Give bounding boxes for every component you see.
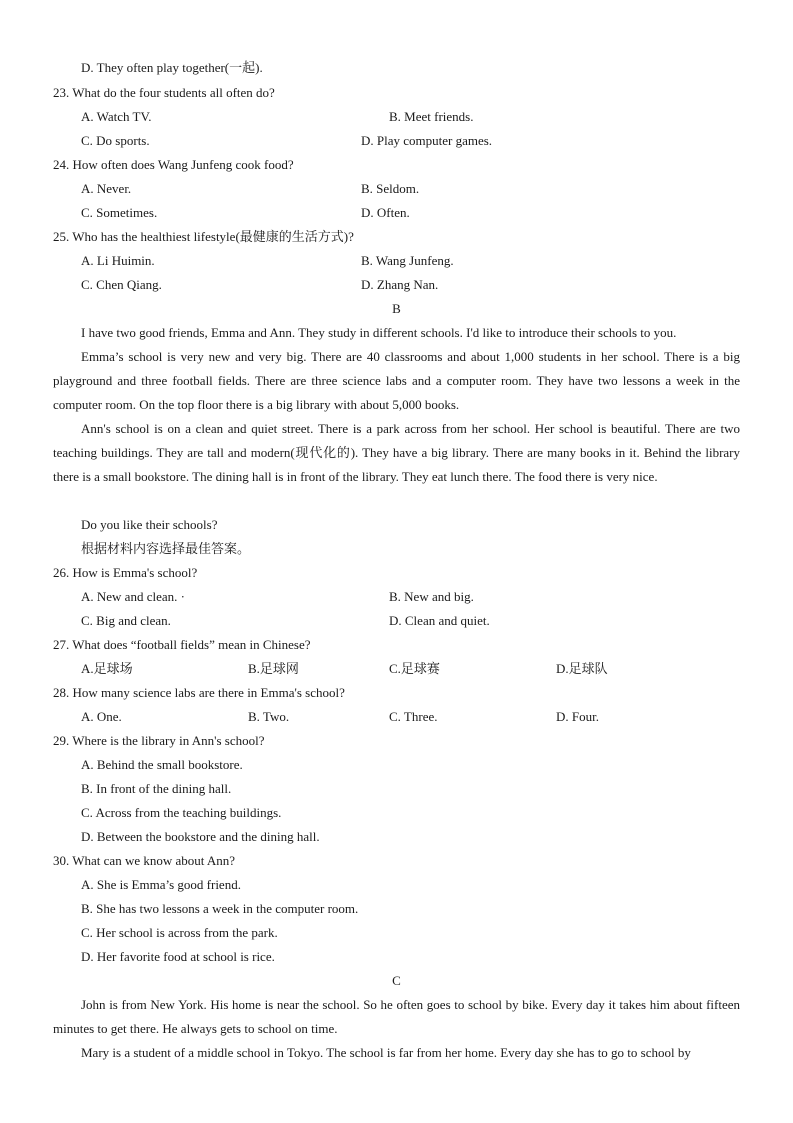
q23-option-c: C. Do sports. bbox=[81, 133, 150, 148]
q28-option-a: A. One. bbox=[81, 709, 122, 724]
q27-option-a: A.足球场 bbox=[81, 661, 133, 676]
q28-option-d: D. Four. bbox=[556, 709, 599, 724]
q27-option-d: D.足球队 bbox=[556, 661, 608, 676]
q25-option-b: B. Wang Junfeng. bbox=[361, 253, 454, 268]
q26-option-d: D. Clean and quiet. bbox=[389, 613, 490, 628]
passage-b-paragraph-4: Do you like their schools? bbox=[81, 517, 218, 532]
q26-option-c: C. Big and clean. bbox=[81, 613, 171, 628]
q25-stem: 25. Who has the healthiest lifestyle(最健康的生活方式)? bbox=[53, 229, 354, 244]
q30-option-d: D. Her favorite food at school is rice. bbox=[81, 949, 275, 964]
q24-option-a: A. Never. bbox=[81, 181, 132, 196]
q30-option-c: C. Her school is across from the park. bbox=[81, 925, 278, 940]
q25-option-d: D. Zhang Nan. bbox=[361, 277, 439, 292]
q25-option-a: A. Li Huimin. bbox=[81, 253, 155, 268]
q30-stem: 30. What can we know about Ann? bbox=[53, 853, 236, 868]
q29-option-a: A. Behind the small bookstore. bbox=[81, 757, 243, 772]
q29-option-d: D. Between the bookstore and the dining hall. bbox=[81, 829, 320, 844]
passage-b-paragraph-2: Emma’s school is very new and very big. There are 40 classrooms and about 1,000 students in her school. There is a big playground and three football fields. There are three science labs and a computer room. They have two lessons a week in the computer room. On the top floor there is a big library with about 5,000 books. bbox=[53, 349, 740, 412]
q24-option-b: B. Seldom. bbox=[361, 181, 420, 196]
q23-option-d: D. Play computer games. bbox=[361, 133, 493, 148]
q23-stem: 23. What do the four students all often do? bbox=[53, 85, 275, 100]
q25-option-c: C. Chen Qiang. bbox=[81, 277, 162, 292]
q29-stem: 29. Where is the library in Ann's school? bbox=[53, 733, 265, 748]
q23-option-a: A. Watch TV. bbox=[81, 109, 152, 124]
passage-c-paragraph-2: Mary is a student of a middle school in Tokyo. The school is far from her home. Every day she has to go to school by bbox=[81, 1045, 691, 1060]
q24-option-c: C. Sometimes. bbox=[81, 205, 158, 220]
q26-option-b: B. New and big. bbox=[389, 589, 474, 604]
q26-option-a: A. New and clean. · bbox=[81, 589, 185, 604]
q27-option-b: B.足球网 bbox=[248, 661, 299, 676]
passage-b-paragraph-3: Ann's school is on a clean and quiet street. There is a park across from her school. Her school is beautiful. There are two teaching buildings. They are tall and modern(现代化的). They have a big library. There are many books in it. Behind the library there is a small bookstore. The dining hall is in front of the library. They eat lunch there. The food there is very nice. bbox=[53, 421, 740, 484]
section-b-heading: B bbox=[392, 301, 401, 316]
q28-option-b: B. Two. bbox=[248, 709, 290, 724]
q27-stem: 27. What does “football fields” mean in Chinese? bbox=[53, 637, 311, 652]
q28-option-c: C. Three. bbox=[389, 709, 438, 724]
q30-option-b: B. She has two lessons a week in the computer room. bbox=[81, 901, 359, 916]
passage-b-paragraph-1: I have two good friends, Emma and Ann. They study in different schools. I'd like to introduce their schools to you. bbox=[81, 325, 677, 340]
q29-option-b: B. In front of the dining hall. bbox=[81, 781, 232, 796]
q30-option-a: A. She is Emma’s good friend. bbox=[81, 877, 241, 892]
q28-stem: 28. How many science labs are there in Emma's school? bbox=[53, 685, 345, 700]
q26-stem: 26. How is Emma's school? bbox=[53, 565, 198, 580]
section-c-heading: C bbox=[392, 973, 401, 988]
q29-option-c: C. Across from the teaching buildings. bbox=[81, 805, 282, 820]
passage-b-instruction: 根据材料内容选择最佳答案。 bbox=[81, 541, 251, 556]
q22-option-d: D. They often play together(一起). bbox=[81, 60, 263, 75]
passage-c-paragraph-1: John is from New York. His home is near the school. So he often goes to school by bike. Every day it takes him about fifteen minutes to get there. He always gets to school on time. bbox=[53, 997, 740, 1036]
q23-option-b: B. Meet friends. bbox=[389, 109, 474, 124]
q24-stem: 24. How often does Wang Junfeng cook food? bbox=[53, 157, 294, 172]
q27-option-c: C.足球赛 bbox=[389, 661, 440, 676]
q24-option-d: D. Often. bbox=[361, 205, 410, 220]
